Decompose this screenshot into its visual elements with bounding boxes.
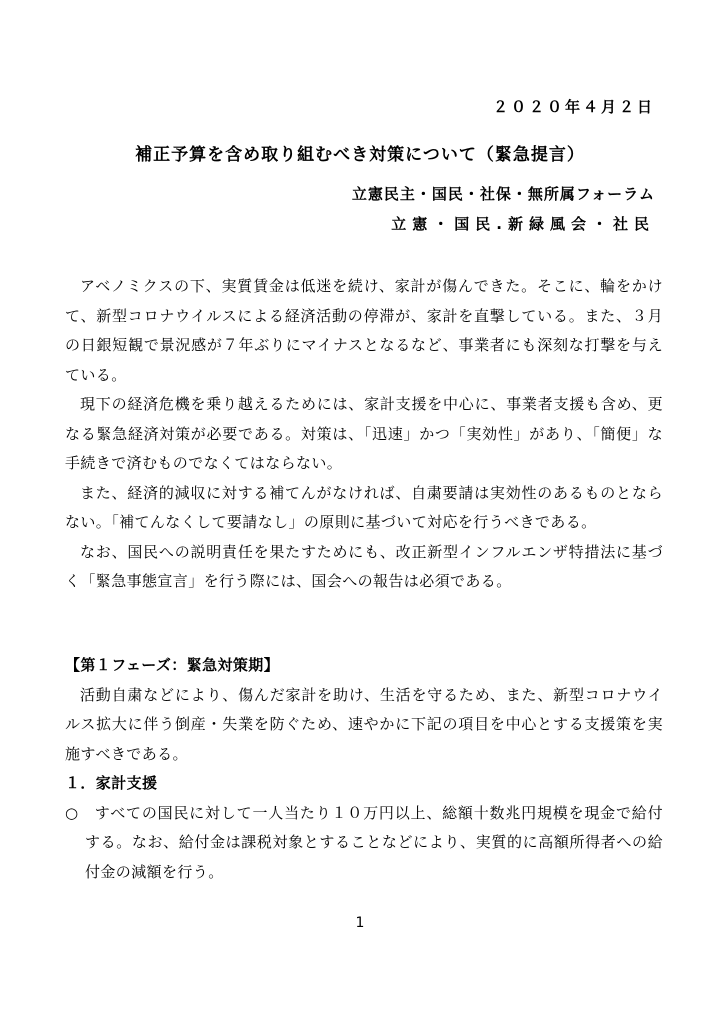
page-number: 1 bbox=[355, 915, 365, 931]
phase1-section bbox=[65, 651, 663, 887]
intro-paragraph-1: アベノミクスの下、実質賃金は低迷を続け、家計が傷んできた。そこに、輪をかけて、新型コロナウイルスによる経済活動の停滞が、家計を直撃している。また、３月の日銀短観で景況感が７年ぶりにマイナスとなるなど、事業者にも深刻な打撃を与えている。 bbox=[65, 277, 663, 384]
organization-line-1: 立憲民主・国民・社保・無所属フォーラム bbox=[351, 185, 655, 203]
bullet-marker-icon: ○ bbox=[65, 803, 79, 822]
document-date: ２０２０年４月２日 bbox=[492, 98, 655, 116]
intro-paragraph-3: また、経済的減収に対する補てんがなければ、自粛要請は実効性のあるものとならない。「補てんなくして要請なし」の原則に基づいて対応を行うべきである。 bbox=[65, 483, 663, 531]
intro-paragraph-2: 現下の経済危機を乗り越えるためには、家計支援を中心に、事業者支援も含め、更なる緊急経済対策が必要である。対策は、「迅速」かつ「実効性」があり、「簡便」な手続きで済むものでなくてはならない。 bbox=[65, 395, 663, 472]
bullet-item bbox=[65, 799, 663, 888]
organization-line-2: 立憲・国民.新緑風会・社民 bbox=[391, 215, 655, 233]
household-support-heading: １．家計支援 bbox=[65, 774, 158, 792]
phase1-heading: 【第１フェーズ：緊急対策期】 bbox=[65, 656, 280, 674]
phase1-paragraph: 活動自粛などにより、傷んだ家計を助け、生活を守るため、また、新型コロナウイルス拡大に伴う倒産・失業を防ぐため、速やかに下記の項目を中心とする支援策を実施すべきである。 bbox=[65, 685, 663, 763]
document-title: 補正予算を含め取り組むべき対策について（緊急提言） bbox=[135, 145, 585, 165]
intro-paragraph-4: なお、国民への説明責任を果たすためにも、改正新型インフルエンザ特措法に基づく「緊急事態宣言」を行う際には、国会への報告は必須である。 bbox=[65, 542, 663, 590]
bullet-text: すべての国民に対して一人当たり１０万円以上、総額十数兆円規模を現金で給付する。なお、給付金は課税対象とすることなどにより、実質的に高額所得者への給付金の減額を行う。 bbox=[85, 803, 663, 881]
intro-section bbox=[65, 272, 663, 597]
